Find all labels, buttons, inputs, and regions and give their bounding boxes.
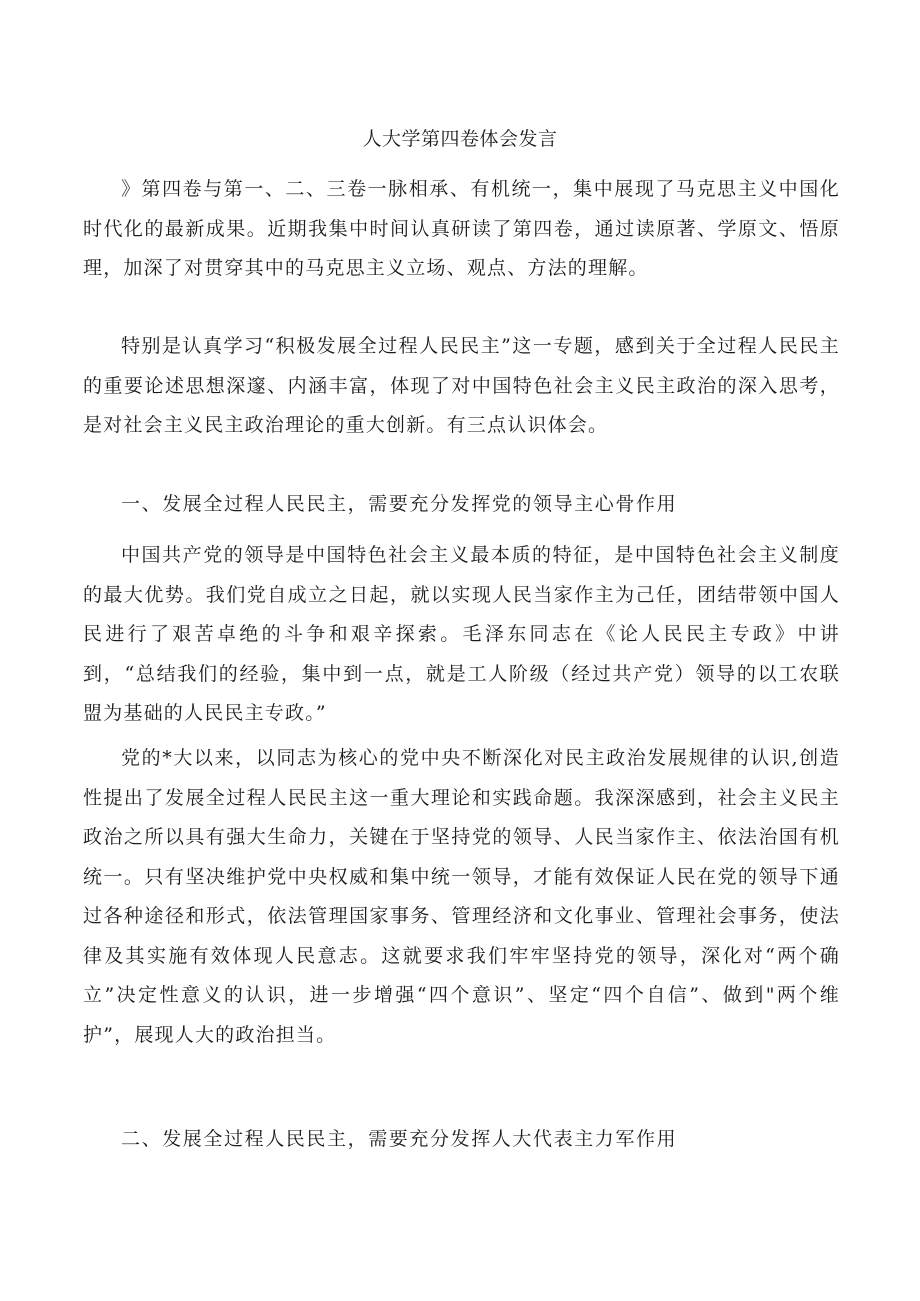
paragraph-since-congress: 党的*大以来，以同志为核心的党中央不断深化对民主政治发展规律的认识,创造性提出了发展全过程人民民主这一重大理论和实践命题。我深深感到，社会主义民主政治之所以具有强大生命力，关键在于坚持党的领导、人民当家作主、依法治国有机统一。只有坚决维护党中央权威和集中统一领导，才能有效保证人民在党的领导下通过各种途径和形式，依法管理国家事务、管理经济和文化事业、管理社会事务，使法律及其实施有效体现人民意志。这就要求我们牢牢坚持党的领导，深化对“两个确立”决定性意义的认识，进一步增强“四个意识”、坚定“四个自信”、做到"两个维护”，展现人大的政治担当。 <box>83 747 840 1046</box>
paragraph-party-leadership: 中国共产党的领导是中国特色社会主义最本质的特征，是中国特色社会主义制度的最大优势。我们党自成立之日起，就以实现人民当家作主为己任，团结带领中国人民进行了艰苦卓绝的斗争和艰辛探索。毛泽东同志在《论人民民主专政》中讲到，“总结我们的经验，集中到一点，就是工人阶级（经过共产党）领导的以工农联盟为基础的人民民主专政。” <box>83 544 840 724</box>
document-title: 人大学第四卷体会发言 <box>362 128 558 150</box>
paragraph-special-study: 特别是认真学习“积极发展全过程人民民主”这一专题，感到关于全过程人民民主的重要论述思想深邃、内涵丰富，体现了对中国特色社会主义民主政治的深入思考，是对社会主义民主政治理论的重大创新。有三点认识体会。 <box>83 335 840 436</box>
paragraph-intro: 》第四卷与第一、二、三卷一脉相承、有机统一，集中展现了马克思主义中国化时代化的最新成果。近期我集中时间认真研读了第四卷，通过读原著、学原文、悟原理，加深了对贯穿其中的马克思主义立场、观点、方法的理解。 <box>83 178 840 279</box>
section-heading-two: 二、发展全过程人民民主，需要充分发挥人大代表主力军作用 <box>121 1128 678 1150</box>
section-heading-one: 一、发展全过程人民民主，需要充分发挥党的领导主心骨作用 <box>121 493 678 515</box>
